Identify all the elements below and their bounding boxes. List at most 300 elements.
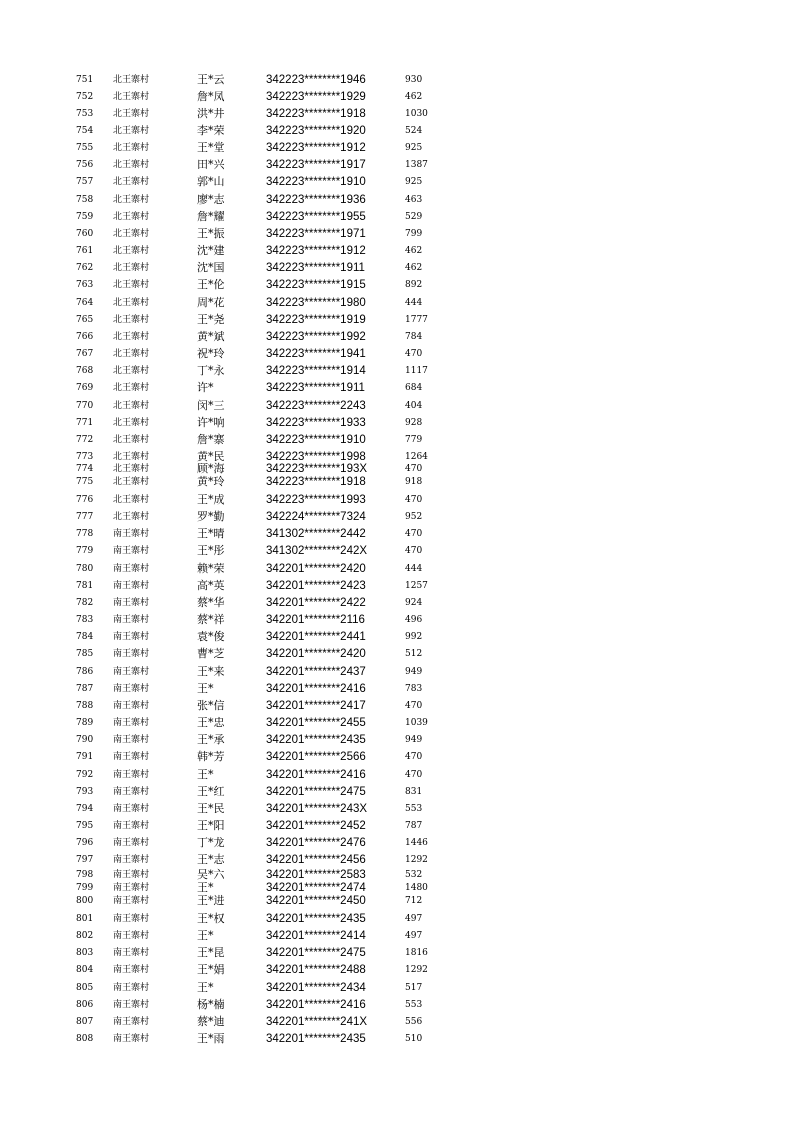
amount: 1292: [405, 965, 428, 975]
table-row: [0, 277, 793, 293]
row-number: 800: [76, 896, 94, 906]
amount: 404: [405, 401, 423, 411]
id-number: 342223********1915: [266, 279, 366, 291]
person-name: 王*阳: [197, 819, 225, 832]
amount: 497: [405, 914, 423, 924]
person-name: 蔡*迪: [197, 1015, 225, 1028]
row-number: 766: [76, 332, 94, 342]
row-number: 756: [76, 160, 94, 170]
id-number: 342201********2437: [266, 666, 366, 678]
person-name: 蔡*华: [197, 596, 225, 609]
id-number: 342223********193X: [266, 463, 368, 475]
amount: 992: [405, 632, 423, 642]
person-name: 张*信: [197, 699, 225, 712]
amount: 1387: [405, 160, 428, 170]
id-number: 342201********2434: [266, 982, 366, 994]
village-name: 南王寨村: [113, 598, 150, 608]
amount: 892: [405, 280, 423, 290]
amount: 1030: [405, 109, 428, 119]
id-number: 342223********1918: [266, 108, 366, 120]
row-number: 782: [76, 598, 94, 608]
row-number: 807: [76, 1017, 94, 1027]
amount: 779: [405, 435, 423, 445]
table-row: [0, 664, 793, 680]
amount: 1264: [405, 452, 428, 462]
row-number: 761: [76, 246, 94, 256]
row-number: 757: [76, 177, 94, 187]
village-name: 北王寨村: [113, 366, 150, 376]
row-number: 777: [76, 512, 94, 522]
row-number: 759: [76, 212, 94, 222]
person-name: 罗*勤: [197, 510, 225, 523]
amount: 924: [405, 598, 423, 608]
person-name: 李*荣: [197, 124, 225, 137]
table-row: [0, 432, 793, 448]
amount: 1446: [405, 838, 428, 848]
id-number: 342223********1998: [266, 451, 366, 463]
table-row: [0, 801, 793, 817]
amount: 787: [405, 821, 423, 831]
person-name: 詹*凤: [197, 90, 225, 103]
row-number: 781: [76, 581, 94, 591]
row-number: 780: [76, 564, 94, 574]
table-row: [0, 835, 793, 851]
village-name: 南王寨村: [113, 649, 150, 659]
person-name: 丁*龙: [197, 836, 225, 849]
village-name: 北王寨村: [113, 75, 150, 85]
village-name: 北王寨村: [113, 298, 150, 308]
table-row: [0, 945, 793, 961]
row-number: 793: [76, 787, 94, 797]
table-row: [0, 749, 793, 765]
row-number: 788: [76, 701, 94, 711]
person-name: 王*忠: [197, 716, 225, 729]
table-row: [0, 980, 793, 996]
id-number: 342201********2488: [266, 964, 366, 976]
village-name: 南王寨村: [113, 948, 150, 958]
table-row: [0, 698, 793, 714]
village-name: 南王寨村: [113, 632, 150, 642]
village-name: 南王寨村: [113, 752, 150, 762]
table-row: [0, 595, 793, 611]
table-row: [0, 893, 793, 909]
person-name: 王*: [197, 881, 214, 894]
person-name: 王*成: [197, 493, 225, 506]
amount: 462: [405, 92, 423, 102]
village-name: 南王寨村: [113, 965, 150, 975]
table-row: [0, 612, 793, 628]
village-name: 北王寨村: [113, 401, 150, 411]
table-row: [0, 715, 793, 731]
row-number: 758: [76, 195, 94, 205]
person-name: 王*来: [197, 665, 225, 678]
amount: 470: [405, 546, 423, 556]
village-name: 南王寨村: [113, 896, 150, 906]
amount: 524: [405, 126, 423, 136]
id-number: 342201********241X: [266, 1016, 368, 1028]
table-row: [0, 106, 793, 122]
person-name: 詹*寨: [197, 433, 225, 446]
table-row: [0, 415, 793, 431]
village-name: 南王寨村: [113, 735, 150, 745]
id-number: 342201********2441: [266, 631, 366, 643]
amount: 949: [405, 735, 423, 745]
table-row: [0, 363, 793, 379]
id-number: 342201********2414: [266, 930, 366, 942]
amount: 1257: [405, 581, 428, 591]
row-number: 752: [76, 92, 94, 102]
village-name: 北王寨村: [113, 477, 150, 487]
row-number: 772: [76, 435, 94, 445]
amount: 930: [405, 75, 423, 85]
row-number: 755: [76, 143, 94, 153]
village-name: 南王寨村: [113, 615, 150, 625]
village-name: 南王寨村: [113, 546, 150, 556]
village-name: 北王寨村: [113, 332, 150, 342]
village-name: 南王寨村: [113, 1034, 150, 1044]
person-name: 王*权: [197, 912, 225, 925]
table-row: [0, 962, 793, 978]
id-number: 342223********1917: [266, 159, 366, 171]
table-row: [0, 767, 793, 783]
person-name: 许*: [197, 381, 214, 394]
person-name: 王*云: [197, 73, 225, 86]
row-number: 801: [76, 914, 94, 924]
amount: 510: [405, 1034, 423, 1044]
id-number: 342201********2420: [266, 563, 366, 575]
table-row: [0, 646, 793, 662]
row-number: 771: [76, 418, 94, 428]
row-number: 776: [76, 495, 94, 505]
row-number: 754: [76, 126, 94, 136]
village-name: 北王寨村: [113, 495, 150, 505]
village-name: 南王寨村: [113, 821, 150, 831]
row-number: 762: [76, 263, 94, 273]
row-number: 808: [76, 1034, 94, 1044]
row-number: 792: [76, 770, 94, 780]
table-row: [0, 295, 793, 311]
village-name: 南王寨村: [113, 770, 150, 780]
id-number: 342201********2435: [266, 913, 366, 925]
table-row: [0, 398, 793, 414]
id-number: 342201********2116: [266, 614, 365, 626]
id-number: 342223********1980: [266, 297, 366, 309]
person-name: 祝*玲: [197, 347, 225, 360]
village-name: 北王寨村: [113, 383, 150, 393]
table-row: [0, 852, 793, 868]
amount: 684: [405, 383, 423, 393]
amount: 496: [405, 615, 423, 625]
table-row: [0, 209, 793, 225]
amount: 1117: [405, 366, 428, 376]
id-number: 342223********1992: [266, 331, 366, 343]
id-number: 342223********1910: [266, 176, 366, 188]
person-name: 黄*民: [197, 450, 225, 463]
table-row: [0, 380, 793, 396]
row-number: 779: [76, 546, 94, 556]
person-name: 袁*俊: [197, 630, 225, 643]
id-number: 342223********1971: [266, 228, 366, 240]
row-number: 787: [76, 684, 94, 694]
person-name: 丁*永: [197, 364, 225, 377]
table-row: [0, 192, 793, 208]
id-number: 342201********2474: [266, 882, 366, 894]
amount: 556: [405, 1017, 423, 1027]
person-name: 洪*井: [197, 107, 225, 120]
village-name: 南王寨村: [113, 1017, 150, 1027]
table-row: [0, 260, 793, 276]
village-name: 北王寨村: [113, 212, 150, 222]
village-name: 南王寨村: [113, 838, 150, 848]
amount: 1816: [405, 948, 428, 958]
amount: 444: [405, 298, 423, 308]
person-name: 王*: [197, 981, 214, 994]
person-name: 王*堂: [197, 141, 225, 154]
village-name: 北王寨村: [113, 195, 150, 205]
person-name: 吴*六: [197, 868, 225, 881]
id-number: 342224********7324: [266, 511, 366, 523]
id-number: 342223********1936: [266, 194, 366, 206]
row-number: 785: [76, 649, 94, 659]
village-name: 南王寨村: [113, 931, 150, 941]
table-row: [0, 997, 793, 1013]
id-number: 342201********2476: [266, 837, 366, 849]
row-number: 794: [76, 804, 94, 814]
id-number: 342201********2475: [266, 947, 366, 959]
person-name: 王*晴: [197, 527, 225, 540]
amount: 783: [405, 684, 423, 694]
id-number: 342201********2455: [266, 717, 366, 729]
table-row: [0, 526, 793, 542]
village-name: 北王寨村: [113, 512, 150, 522]
id-number: 342201********2435: [266, 1033, 366, 1045]
person-name: 廖*志: [197, 193, 225, 206]
village-name: 南王寨村: [113, 529, 150, 539]
table-row: [0, 329, 793, 345]
amount: 553: [405, 804, 423, 814]
person-name: 顾*海: [197, 462, 225, 475]
table-row: [0, 72, 793, 88]
amount: 444: [405, 564, 423, 574]
village-name: 北王寨村: [113, 92, 150, 102]
id-number: 342201********2416: [266, 683, 366, 695]
village-name: 南王寨村: [113, 883, 150, 893]
table-row: [0, 509, 793, 525]
row-number: 770: [76, 401, 94, 411]
village-name: 南王寨村: [113, 701, 150, 711]
amount: 784: [405, 332, 423, 342]
row-number: 791: [76, 752, 94, 762]
village-name: 北王寨村: [113, 280, 150, 290]
id-number: 342223********1955: [266, 211, 366, 223]
table-row: [0, 928, 793, 944]
table-row: [0, 174, 793, 190]
amount: 529: [405, 212, 423, 222]
id-number: 342223********1941: [266, 348, 366, 360]
id-number: 342223********1919: [266, 314, 366, 326]
village-name: 北王寨村: [113, 315, 150, 325]
amount: 470: [405, 529, 423, 539]
row-number: 796: [76, 838, 94, 848]
table-row: [0, 1014, 793, 1030]
amount: 470: [405, 464, 423, 474]
id-number: 341302********2442: [266, 528, 366, 540]
village-name: 北王寨村: [113, 109, 150, 119]
id-number: 342223********1912: [266, 142, 366, 154]
village-name: 南王寨村: [113, 870, 150, 880]
id-number: 342223********1912: [266, 245, 366, 257]
person-name: 黄*斌: [197, 330, 225, 343]
amount: 1039: [405, 718, 428, 728]
person-name: 王*红: [197, 785, 225, 798]
row-number: 767: [76, 349, 94, 359]
table-row: [0, 346, 793, 362]
amount: 470: [405, 770, 423, 780]
village-name: 北王寨村: [113, 246, 150, 256]
amount: 462: [405, 263, 423, 273]
person-name: 蔡*祥: [197, 613, 225, 626]
person-name: 曹*芝: [197, 647, 225, 660]
row-number: 774: [76, 464, 94, 474]
row-number: 784: [76, 632, 94, 642]
table-row: [0, 578, 793, 594]
amount: 470: [405, 495, 423, 505]
table-row: [0, 226, 793, 242]
table-row: [0, 543, 793, 559]
id-number: 342201********2420: [266, 648, 366, 660]
row-number: 795: [76, 821, 94, 831]
table-row: [0, 243, 793, 259]
village-name: 南王寨村: [113, 787, 150, 797]
amount: 517: [405, 983, 423, 993]
id-number: 342201********2456: [266, 854, 366, 866]
table-row: [0, 1031, 793, 1047]
village-name: 南王寨村: [113, 581, 150, 591]
amount: 712: [405, 896, 423, 906]
person-name: 沈*国: [197, 261, 225, 274]
amount: 1480: [405, 883, 428, 893]
table-row: [0, 474, 793, 490]
row-number: 805: [76, 983, 94, 993]
id-number: 342201********2450: [266, 895, 366, 907]
id-number: 342201********2583: [266, 869, 366, 881]
amount: 512: [405, 649, 423, 659]
table-row: [0, 681, 793, 697]
person-name: 王*振: [197, 227, 225, 240]
row-number: 769: [76, 383, 94, 393]
person-name: 王*: [197, 768, 214, 781]
person-name: 王*承: [197, 733, 225, 746]
amount: 925: [405, 177, 423, 187]
village-name: 南王寨村: [113, 718, 150, 728]
village-name: 南王寨村: [113, 983, 150, 993]
amount: 799: [405, 229, 423, 239]
amount: 462: [405, 246, 423, 256]
amount: 918: [405, 477, 423, 487]
table-row: [0, 492, 793, 508]
amount: 928: [405, 418, 423, 428]
id-number: 342201********2416: [266, 999, 366, 1011]
amount: 949: [405, 667, 423, 677]
row-number: 778: [76, 529, 94, 539]
id-number: 342223********1911: [266, 382, 365, 394]
row-number: 799: [76, 883, 94, 893]
person-name: 杨*楠: [197, 998, 225, 1011]
amount: 532: [405, 870, 423, 880]
person-name: 王*进: [197, 894, 225, 907]
id-number: 342223********2243: [266, 400, 366, 412]
person-name: 詹*耀: [197, 210, 225, 223]
amount: 1292: [405, 855, 428, 865]
village-name: 北王寨村: [113, 464, 150, 474]
row-number: 789: [76, 718, 94, 728]
row-number: 763: [76, 280, 94, 290]
person-name: 王*: [197, 682, 214, 695]
person-name: 赖*荣: [197, 562, 225, 575]
amount: 470: [405, 701, 423, 711]
amount: 470: [405, 349, 423, 359]
village-name: 北王寨村: [113, 349, 150, 359]
person-name: 沈*建: [197, 244, 225, 257]
table-row: [0, 123, 793, 139]
row-number: 760: [76, 229, 94, 239]
table-row: [0, 629, 793, 645]
amount: 1777: [405, 315, 428, 325]
village-name: 南王寨村: [113, 684, 150, 694]
id-number: 342201********2422: [266, 597, 366, 609]
id-number: 342201********2417: [266, 700, 366, 712]
village-name: 北王寨村: [113, 229, 150, 239]
id-number: 342223********1993: [266, 494, 366, 506]
person-name: 许*响: [197, 416, 225, 429]
amount: 952: [405, 512, 423, 522]
table-row: [0, 732, 793, 748]
village-name: 南王寨村: [113, 855, 150, 865]
village-name: 南王寨村: [113, 804, 150, 814]
village-name: 南王寨村: [113, 914, 150, 924]
person-name: 王*娟: [197, 963, 225, 976]
person-name: 王*彤: [197, 544, 225, 557]
id-number: 342223********1933: [266, 417, 366, 429]
row-number: 786: [76, 667, 94, 677]
row-number: 803: [76, 948, 94, 958]
person-name: 郭*山: [197, 175, 225, 188]
village-name: 南王寨村: [113, 1000, 150, 1010]
id-number: 341302********242X: [266, 545, 368, 557]
table-row: [0, 312, 793, 328]
id-number: 342223********1911: [266, 262, 365, 274]
id-number: 342223********1910: [266, 434, 366, 446]
id-number: 342223********1914: [266, 365, 366, 377]
row-number: 790: [76, 735, 94, 745]
person-name: 闵*三: [197, 399, 225, 412]
row-number: 753: [76, 109, 94, 119]
id-number: 342201********243X: [266, 803, 368, 815]
row-number: 798: [76, 870, 94, 880]
amount: 553: [405, 1000, 423, 1010]
village-name: 北王寨村: [113, 126, 150, 136]
person-name: 王*雨: [197, 1032, 225, 1045]
village-name: 南王寨村: [113, 564, 150, 574]
id-number: 342201********2423: [266, 580, 366, 592]
village-name: 北王寨村: [113, 435, 150, 445]
person-name: 王*志: [197, 853, 225, 866]
amount: 463: [405, 195, 423, 205]
id-number: 342201********2435: [266, 734, 366, 746]
person-name: 高*英: [197, 579, 225, 592]
person-name: 黄*玲: [197, 475, 225, 488]
row-number: 783: [76, 615, 94, 625]
